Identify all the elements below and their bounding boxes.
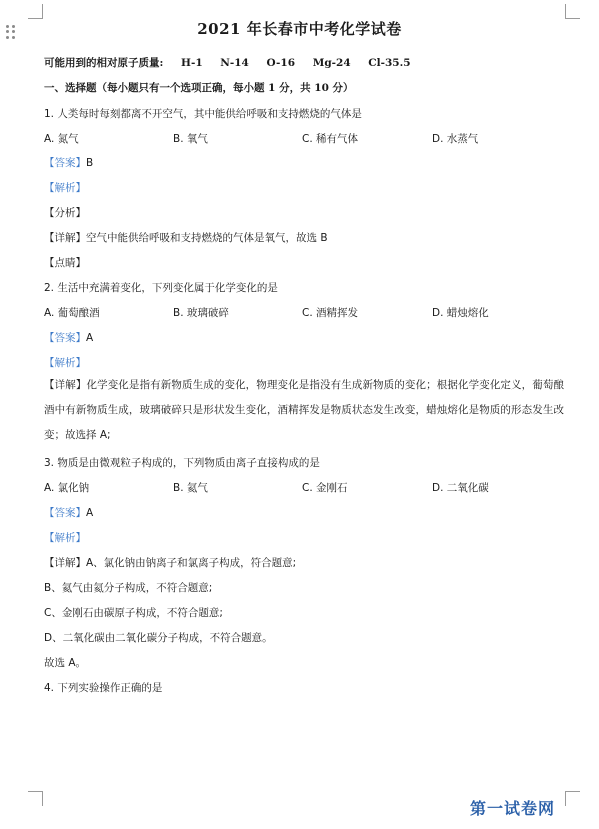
q2-detail: 化学变化是指有新物质生成的变化，物理变化是指没有生成新物质的变化；根据化学变化定义，葡萄酿酒中有新物质生成，玻璃破碎只是形状发生变化，酒精挥发是物质状态发生改变，蜡烛熔化是物质的形态发生改变；故选择 A;	[44, 379, 565, 441]
q3-detail-b: B、氦气由氦分子构成，不符合题意;	[44, 582, 213, 594]
q1-detail: 空气中能供给呼吸和支持燃烧的气体是氧气，故选 B	[86, 232, 328, 244]
q2-option-c: C. 酒精挥发	[302, 307, 359, 319]
q2-analysis-tag: 【解析】	[44, 357, 86, 369]
q2-option-b: B. 玻璃破碎	[173, 307, 229, 319]
q1-analysis-tag: 【解析】	[44, 182, 86, 194]
q3-detail-tag: 【详解】	[44, 557, 86, 569]
crop-mark-top-left	[28, 4, 43, 19]
q1-answer: B	[86, 157, 94, 169]
q3-conclusion: 故选 A。	[44, 657, 87, 669]
q2-option-a: A. 葡萄酿酒	[44, 307, 100, 319]
q1-dianjing-tag: 【点睛】	[44, 257, 86, 269]
crop-mark-bottom-right	[565, 791, 580, 806]
q3-detail-c: C、金刚石由碳原子构成，不符合题意;	[44, 607, 223, 619]
q1-detail-tag: 【详解】	[44, 232, 86, 244]
q2-stem: 2. 生活中充满着变化，下列变化属于化学变化的是	[44, 282, 278, 294]
q3-answer-tag: 【答案】	[44, 507, 86, 519]
q2-detail-paragraph	[44, 373, 564, 448]
q1-fenxi-tag: 【分析】	[44, 207, 86, 219]
q1-option-c: C. 稀有气体	[302, 133, 359, 145]
q3-option-d: D. 二氧化碳	[432, 482, 489, 494]
atomic-mass-cl: Cl-35.5	[368, 57, 411, 69]
page-title: 2021 年长春市中考化学试卷	[197, 20, 402, 38]
q3-stem: 3. 物质是由微观粒子构成的，下列物质由离子直接构成的是	[44, 457, 320, 469]
q3-answer-line	[44, 505, 93, 520]
atomic-mass-label: 可能用到的相对原子质量:	[44, 57, 164, 69]
atomic-mass-line	[44, 55, 425, 70]
q1-option-a: A. 氮气	[44, 133, 79, 145]
q1-detail-line	[44, 230, 328, 245]
q1-option-b: B. 氧气	[173, 133, 208, 145]
q2-option-d: D. 蜡烛熔化	[432, 307, 489, 319]
crop-mark-bottom-left	[28, 791, 43, 806]
q1-option-d: D. 水蒸气	[432, 133, 479, 145]
q3-detail-d: D、二氧化碳由二氧化碳分子构成，不符合题意。	[44, 632, 273, 644]
q3-option-c: C. 金刚石	[302, 482, 348, 494]
q2-answer-line	[44, 330, 93, 345]
q3-detail-a: A、氯化钠由钠离子和氯离子构成，符合题意;	[86, 557, 297, 569]
atomic-mass-mg: Mg-24	[312, 57, 351, 69]
section-heading: 一、选择题（每小题只有一个选项正确，每小题 1 分，共 10 分）	[44, 82, 354, 94]
crop-mark-top-right	[565, 4, 580, 19]
q2-answer: A	[86, 332, 94, 344]
q3-option-b: B. 氦气	[173, 482, 208, 494]
q2-answer-tag: 【答案】	[44, 332, 86, 344]
q3-analysis-tag: 【解析】	[44, 532, 86, 544]
atomic-mass-h: H-1	[181, 57, 203, 69]
q4-stem: 4. 下列实验操作正确的是	[44, 682, 163, 694]
q2-detail-tag: 【详解】	[44, 379, 87, 391]
atomic-mass-n: N-14	[220, 57, 249, 69]
q3-option-a: A. 氯化钠	[44, 482, 90, 494]
q1-stem: 1. 人类每时每刻都离不开空气，其中能供给呼吸和支持燃烧的气体是	[44, 108, 362, 120]
q1-answer-line	[44, 155, 93, 170]
site-logo: 第一试卷网	[470, 799, 556, 818]
q1-answer-tag: 【答案】	[44, 157, 86, 169]
q3-detail-line-a	[44, 555, 296, 570]
q3-answer: A	[86, 507, 94, 519]
atomic-mass-o: O-16	[266, 57, 296, 69]
